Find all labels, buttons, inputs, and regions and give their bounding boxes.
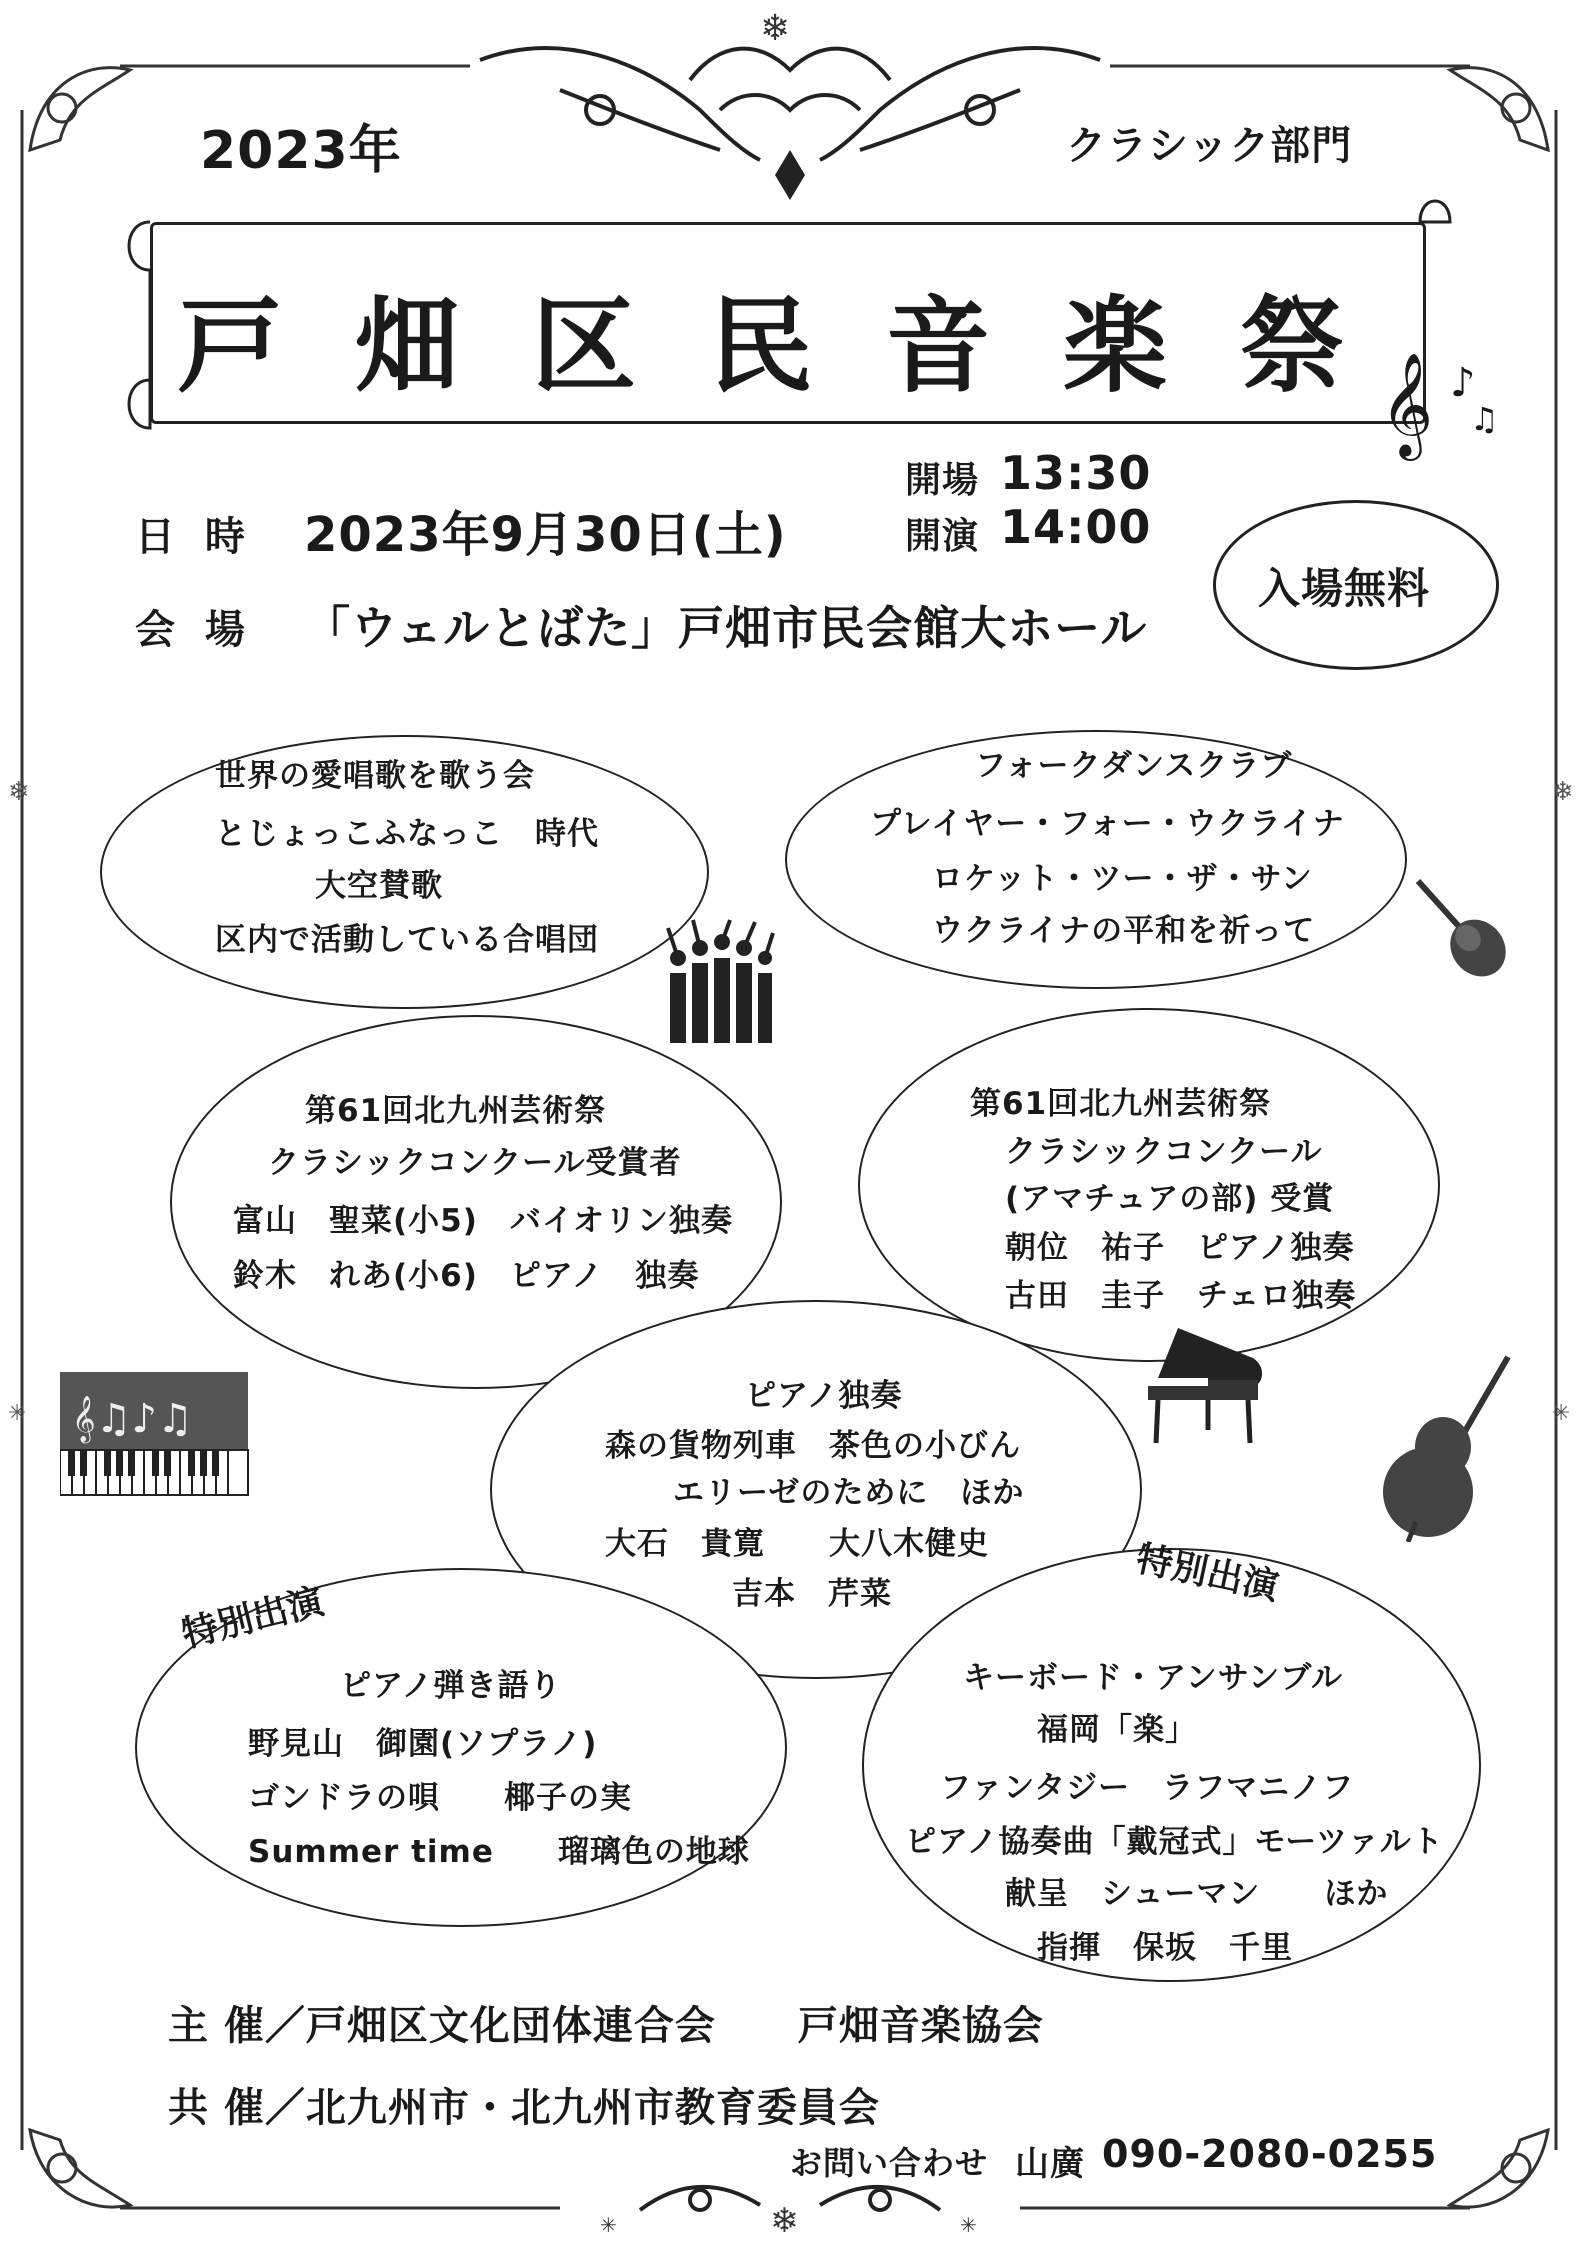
organizer-line: 主 催／戸畑区文化団体連合会 戸畑音楽協会: [168, 2003, 1044, 2049]
program-vocal-line-1: ピアノ弾き語り: [340, 1668, 562, 1704]
program-concours-line-3: 富山 聖菜(小5) バイオリン独奏: [233, 1203, 733, 1239]
program-pianosolo-line-3: エリーゼのために ほか: [673, 1475, 1025, 1511]
venue-value: 「ウェルとばた」戸畑市民会館大ホール: [304, 601, 1148, 655]
svg-text:✳: ✳: [960, 2213, 977, 2237]
special-guest-label-left: 特別出演: [177, 1581, 328, 1656]
program-choir-line-1: 世界の愛唱歌を歌う会: [215, 758, 535, 794]
violin-icon: [1408, 876, 1508, 986]
title-char-3: 区: [532, 285, 637, 407]
date-value: 2023年9月30日(土): [304, 507, 787, 563]
svg-text:𝄞♫♪♫: 𝄞♫♪♫: [72, 1396, 193, 1442]
scroll-curl-decoration: [112, 210, 172, 440]
choir-illustration: [665, 918, 775, 1048]
program-concours-line-1: 第61回北九州芸術祭: [305, 1093, 607, 1129]
program-pianosolo-line-2: 森の貨物列車 茶色の小びん: [605, 1428, 1021, 1464]
music-note-icon: ♪: [1450, 360, 1476, 406]
title-char-4: 民: [709, 285, 814, 407]
program-amateur-line-2: クラシックコンクール: [1005, 1134, 1323, 1170]
cosponsor-line: 共 催／北九州市・北九州市教育委員会: [168, 2085, 880, 2131]
program-ensemble-line-2: 福岡「楽」: [1037, 1712, 1197, 1748]
program-amateur-line-3: (アマチュアの部) 受賞: [1005, 1181, 1335, 1217]
program-vocal-line-3: ゴンドラの唄 椰子の実: [248, 1780, 632, 1816]
contact-phone: 090-2080-0255: [1102, 2132, 1438, 2176]
music-notes-icon: ♫: [1470, 400, 1499, 438]
svg-text:❄: ❄: [1552, 777, 1574, 807]
date-label: 日 時: [135, 514, 253, 560]
svg-text:❄: ❄: [760, 8, 791, 49]
free-admission-text: 入場無料: [1258, 564, 1431, 613]
program-choir-line-2: とじょっこふなっこ 時代: [215, 816, 599, 852]
program-vocal-line-4: Summer time 瑠璃色の地球: [248, 1834, 750, 1870]
program-folkdance-line-4: ウクライナの平和を祈って: [932, 913, 1316, 949]
grand-piano-icon: [1138, 1318, 1273, 1448]
title-char-1: 戸: [178, 285, 283, 407]
svg-text:✳: ✳: [1552, 1401, 1571, 1426]
program-pianosolo-line-1: ピアノ独奏: [745, 1378, 903, 1414]
title-char-5: 音: [886, 285, 991, 407]
open-time: 13:30: [1000, 446, 1152, 500]
start-time: 14:00: [1000, 500, 1152, 554]
program-folkdance-line-3: ロケット・ツー・ザ・サン: [932, 861, 1313, 897]
program-choir-line-3: 大空賛歌: [315, 868, 443, 904]
svg-text:❄: ❄: [8, 777, 30, 807]
venue-label: 会 場: [135, 607, 253, 653]
treble-clef-icon: 𝄞: [1380, 352, 1434, 457]
program-vocal-line-2: 野見山 御園(ソプラノ): [248, 1726, 598, 1762]
title-char-6: 楽: [1063, 285, 1168, 407]
program-folkdance-line-2: プレイヤー・フォー・ウクライナ: [870, 806, 1345, 842]
svg-text:❄: ❄: [770, 2201, 799, 2241]
open-label: 開場: [905, 460, 980, 501]
special-guest-label-right: 特別出演: [1132, 1538, 1283, 1609]
program-pianosolo-line-4: 大石 貴寛 大八木健史: [605, 1526, 989, 1562]
svg-text:✳: ✳: [8, 1401, 27, 1426]
program-ensemble-line-1: キーボード・アンサンブル: [963, 1660, 1343, 1696]
event-year: 2023年: [200, 121, 402, 181]
program-concours-line-2: クラシックコンクール受賞者: [268, 1145, 682, 1181]
program-amateur-line-4: 朝位 祐子 ピアノ独奏: [1005, 1230, 1355, 1266]
program-ensemble-line-3: ファンタジー ラフマニノフ: [940, 1770, 1355, 1806]
program-concours-line-4: 鈴木 れあ(小6) ピアノ 独奏: [233, 1258, 700, 1294]
title-char-2: 畑: [355, 285, 460, 407]
cello-icon: [1368, 1352, 1518, 1542]
program-pianosolo-line-5: 吉本 芹菜: [732, 1576, 892, 1612]
event-category: クラシック部門: [1066, 123, 1353, 169]
contact-name: 山廣: [1015, 2144, 1085, 2184]
program-amateur-line-1: 第61回北九州芸術祭: [970, 1086, 1272, 1122]
program-choir-line-4: 区内で活動している合唱団: [215, 922, 599, 958]
svg-text:✳: ✳: [600, 2213, 617, 2237]
program-ensemble-line-5: 献呈 シューマン ほか: [1005, 1876, 1389, 1912]
title-char-7: 祭: [1240, 285, 1345, 407]
program-ensemble-line-4: ピアノ協奏曲「戴冠式」モーツァルト: [905, 1824, 1444, 1860]
keyboard-icon: [60, 1372, 250, 1497]
program-ensemble-line-6: 指揮 保坂 千里: [1037, 1930, 1293, 1966]
contact-label: お問い合わせ: [790, 2144, 989, 2182]
scroll-curl-right-decoration: [1400, 184, 1460, 244]
start-label: 開演: [905, 516, 980, 557]
program-amateur-line-5: 古田 圭子 チェロ独奏: [1005, 1278, 1357, 1314]
program-folkdance-line-1: フォークダンスクラブ: [975, 748, 1293, 784]
